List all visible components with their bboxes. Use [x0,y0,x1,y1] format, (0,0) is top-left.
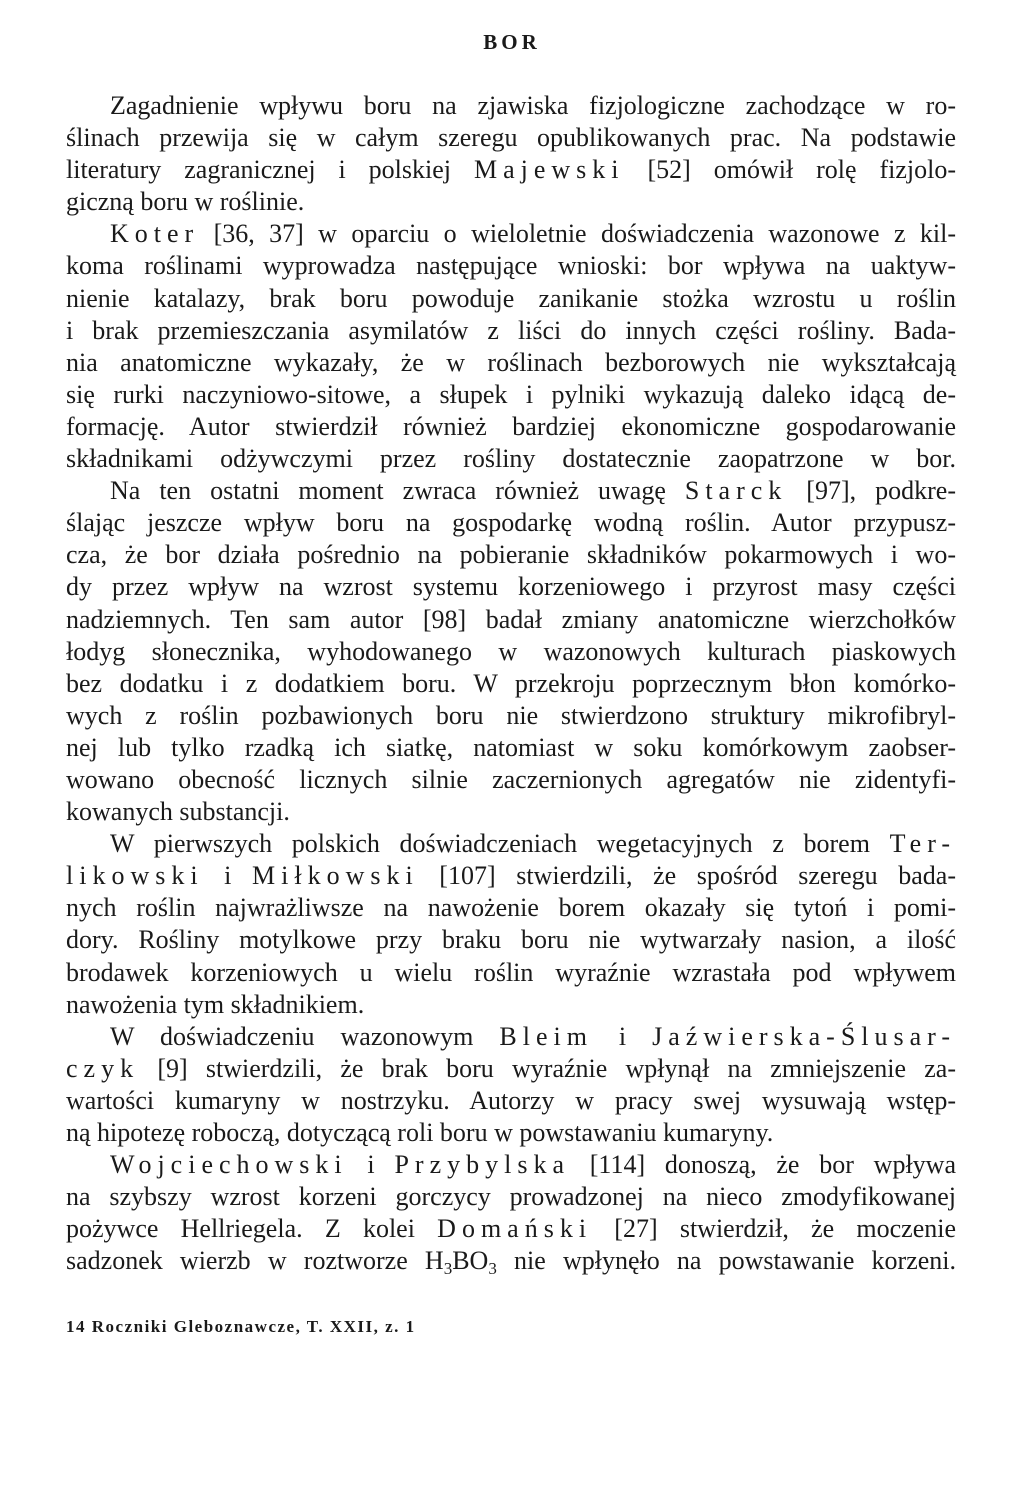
text-line: giczną boru w roślinie. [66,187,305,217]
text-line: ślinach przewija się w całym szeregu opublikowanych prac. Na podstawie [66,123,956,153]
body-text [66,90,956,1277]
author-name: Domański [437,1214,593,1244]
text-line: wartości kumaryny w nostrzyku. Autorzy w pracy swej wysuwają wstęp- [66,1085,956,1115]
text-line: ną hipotezę roboczą, dotyczącą roli boru w powstawaniu kumaryny. [66,1118,774,1147]
text-line: czyk [9] stwierdzili, że brak boru wyraźnie wpłynął na zmniejszenie za- [66,1053,956,1083]
text-line: koma roślinami wyprowadza następujące wnioski: bor wpływa na uaktyw- [66,251,956,281]
text-line: i brak przemieszczania asymilatów z liści do innych części rośliny. Bada- [66,315,956,345]
text-line: literatury zagranicznej i polskiej Majewski [52] omówił rolę fizjolo- [66,155,956,185]
text-line: sadzonek wierzb w roztworze $H_3BO_3$ nie wpłynęło na powstawanie korzeni. [66,1246,956,1279]
text-line: nia anatomiczne wykazały, że w roślinach bezborowych nie wykształcają [66,347,956,377]
text-line: Zagadnienie wpływu boru na zjawiska fizjologiczne zachodzące w ro- [110,91,956,120]
subscript: 3 [443,1259,453,1279]
text-line: się rurki naczyniowo-sitowe, a słupek i pylniki wykazują daleko idącą de- [66,379,956,409]
text-line: składnikami odżywczymi przez rośliny dostatecznie zaopatrzone w bor. [66,444,956,474]
text-line: nych roślin najwrażliwsze na nawożenie borem okazały się tytoń i pomi- [66,893,956,923]
subscript: 3 [488,1259,497,1279]
text-line: W pierwszych polskich doświadczeniach wegetacyjnych z borem Ter- [110,829,956,859]
author-name: Starck [684,476,788,506]
text-line: wowano obecność licznych silnie zaczernionych agregatów nie zidentyfi- [66,764,956,794]
text-line: Wojciechowski i Przybylska [114] donoszą, że bor wpływa [110,1150,956,1180]
text-line: formację. Autor stwierdził również bardziej ekonomiczne gospodarowanie [66,411,956,441]
author-name: Koter [110,219,200,249]
author-name: czyk [66,1053,140,1083]
text-line: na szybszy wzrost korzeni gorczycy prowadzonej na nieco zmodyfikowanej [66,1182,956,1212]
author-name: Bleim [499,1021,593,1051]
author-name: likowski [66,861,204,891]
author-name: Jaźwierska-Ślusar- [652,1021,956,1051]
text-line: nienie katalazy, brak boru powoduje zanikanie stożka wzrostu u roślin [66,283,956,313]
text-line: nawożenia tym składnikiem. [66,989,365,1019]
text-line: pożywce Hellriegela. Z kolei Domański [27] stwierdził, że moczenie [66,1214,956,1244]
author-name: Wojciechowski [110,1150,348,1180]
text-line: Koter [36, 37] w oparciu o wieloletnie doświadczenia wazonowe z kil- [110,219,956,249]
text-line: dory. Rośliny motylkowe przy braku boru nie wytwarzały nasion, a ilość [66,925,956,955]
running-head: BOR [483,30,541,54]
text-line: nej lub tylko rzadką ich siatkę, natomiast w soku komórkowym zaobser- [66,732,956,762]
author-name: Ter- [889,829,956,859]
author-name: Miłkowski [252,861,419,891]
text-line: kowanych substancji. [66,797,290,827]
page-footer: 14 Roczniki Gleboznawcze, T. XXII, z. 1 [66,1317,416,1336]
text-line: bez dodatku i z dodatkiem boru. W przekroju poprzecznym błon komórko- [66,668,956,698]
text-line: cza, że bor działa pośrednio na pobieranie składników pokarmowych i wo- [66,540,956,570]
author-name: Przybylska [394,1150,570,1180]
author-name: Majewski [473,155,625,185]
text-line: brodawek korzeniowych u wielu roślin wyraźnie wzrastała pod wpływem [66,957,956,987]
text-line: wych z roślin pozbawionych boru nie stwierdzono struktury mikrofibryl- [66,700,956,730]
text-line: likowski i Miłkowski [107] stwierdzili, że spośród szeregu bada- [66,861,956,891]
text-line: nadziemnych. Ten sam autor [98] badał zmiany anatomiczne wierzchołków [66,604,956,634]
text-line: dy przez wpływ na wzrost systemu korzeniowego i przyrost masy części [66,572,956,602]
text-line: Na ten ostatni moment zwraca również uwagę Starck [97], podkre- [110,476,956,506]
text-line: W doświadczeniu wazonowym Bleim i Jaźwierska-Ślusar- [110,1021,956,1051]
text-line: łodyg słonecznika, wyhodowanego w wazonowych kulturach piaskowych [66,636,956,666]
text-line: ślając jeszcze wpływ boru na gospodarkę wodną roślin. Autor przypusz- [66,508,956,538]
